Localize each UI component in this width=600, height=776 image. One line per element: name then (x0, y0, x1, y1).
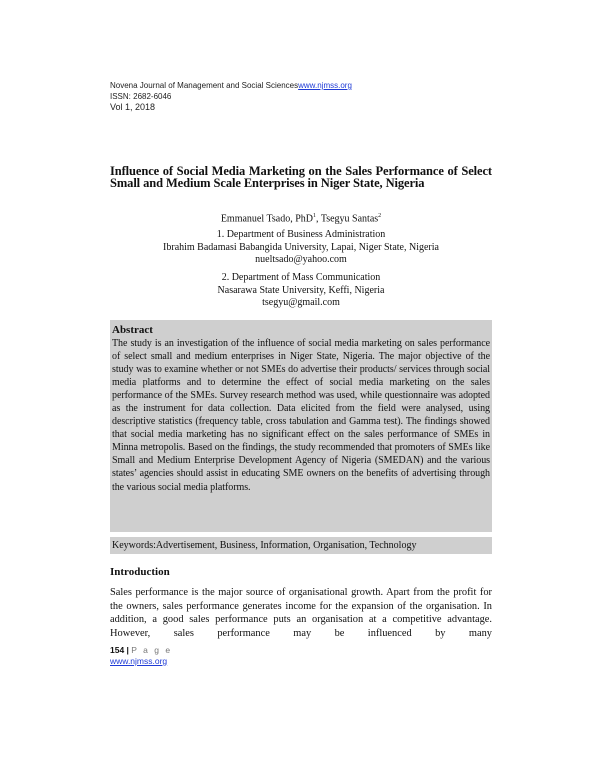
page-word: P a g e (131, 645, 173, 655)
page-number-line (110, 645, 172, 656)
footer-url-link[interactable]: www.njmss.org (110, 656, 168, 666)
introduction-heading: Introduction (110, 566, 170, 578)
keywords-box (110, 537, 492, 554)
journal-issn: ISSN: 2682-6046 (110, 92, 172, 101)
affiliation-2-email: tsegyu@gmail.com (262, 297, 340, 308)
affiliation-1-email: nueltsado@yahoo.com (255, 254, 347, 265)
introduction-text: Sales performance is the major source of organisational growth. Apart from the profit for the owners, sales performance generates income for the expansion of the organisation. In addition, a good sales performance puts an organisation at a competitive advantage. However, sales performance may be influenced by many (110, 587, 492, 639)
journal-name-line (110, 80, 352, 91)
affiliation-1 (110, 229, 492, 267)
authors-line (110, 210, 492, 225)
author-separator: , (315, 213, 321, 225)
page-footer (110, 645, 172, 667)
journal-header (110, 80, 352, 113)
abstract-heading: Abstract (112, 324, 153, 336)
abstract-box (110, 320, 492, 532)
page-number: 154 (110, 645, 125, 655)
author-2: Tsegyu Santas (320, 213, 379, 225)
affiliation-2-institution: Nasarawa State University, Keffi, Nigeria (217, 284, 385, 296)
author-2-affil-mark: 2 (378, 213, 382, 219)
author-1: Emmanuel Tsado, PhD (220, 213, 313, 225)
author-1-affil-mark: 1 (312, 213, 316, 219)
affiliation-1-institution: Ibrahim Badamasi Babangida University, Lapai, Niger State, Nigeria (163, 241, 439, 253)
journal-volume: Vol 1, 2018 (110, 102, 156, 112)
paper-title: Influence of Social Media Marketing on the Sales Performance of Select Small and Medium Scale Enterprises in Niger State, Nigeria (110, 164, 492, 190)
affiliation-2-department: 2. Department of Mass Communication (221, 272, 381, 283)
journal-name: Novena Journal of Management and Social Sciences (110, 81, 299, 90)
affiliation-2 (110, 272, 492, 310)
keywords-text: Advertisement, Business, Information, Organisation, Technology (155, 540, 417, 551)
keywords-label: Keywords: (112, 540, 156, 551)
affiliation-1-department: 1. Department of Business Administration (216, 229, 386, 240)
journal-url-link[interactable]: www.njmss.org (298, 81, 352, 90)
page-separator: | (124, 645, 132, 655)
abstract-text: The study is an investigation of the influence of social media marketing on sales performance of select small and medium enterprises in Niger State, Nigeria. The major objective of the study was to examine whether or not SMEs do advertise their products/ services through social media platforms and to determine the effect of social media marketing on the sales performance of the SMEs. Survey research method was used, while questionnaire was adopted as the instrument for data collection. Data elicited from the field were analysed, using descriptive statistics (frequency table, cross tabulation and Gamma test). The findings showed that social media marketing has no significant effect on the sales performance of SMEs in Minna metropolis. Based on the findings, the study recommended that promoters of SMEs like Small and Medium Enterprise Development Agency of Nigeria (SMEDAN) and the various states’ agencies should assist in educating SME owners on the benefits of advertising through the various social media platforms. (112, 338, 490, 493)
